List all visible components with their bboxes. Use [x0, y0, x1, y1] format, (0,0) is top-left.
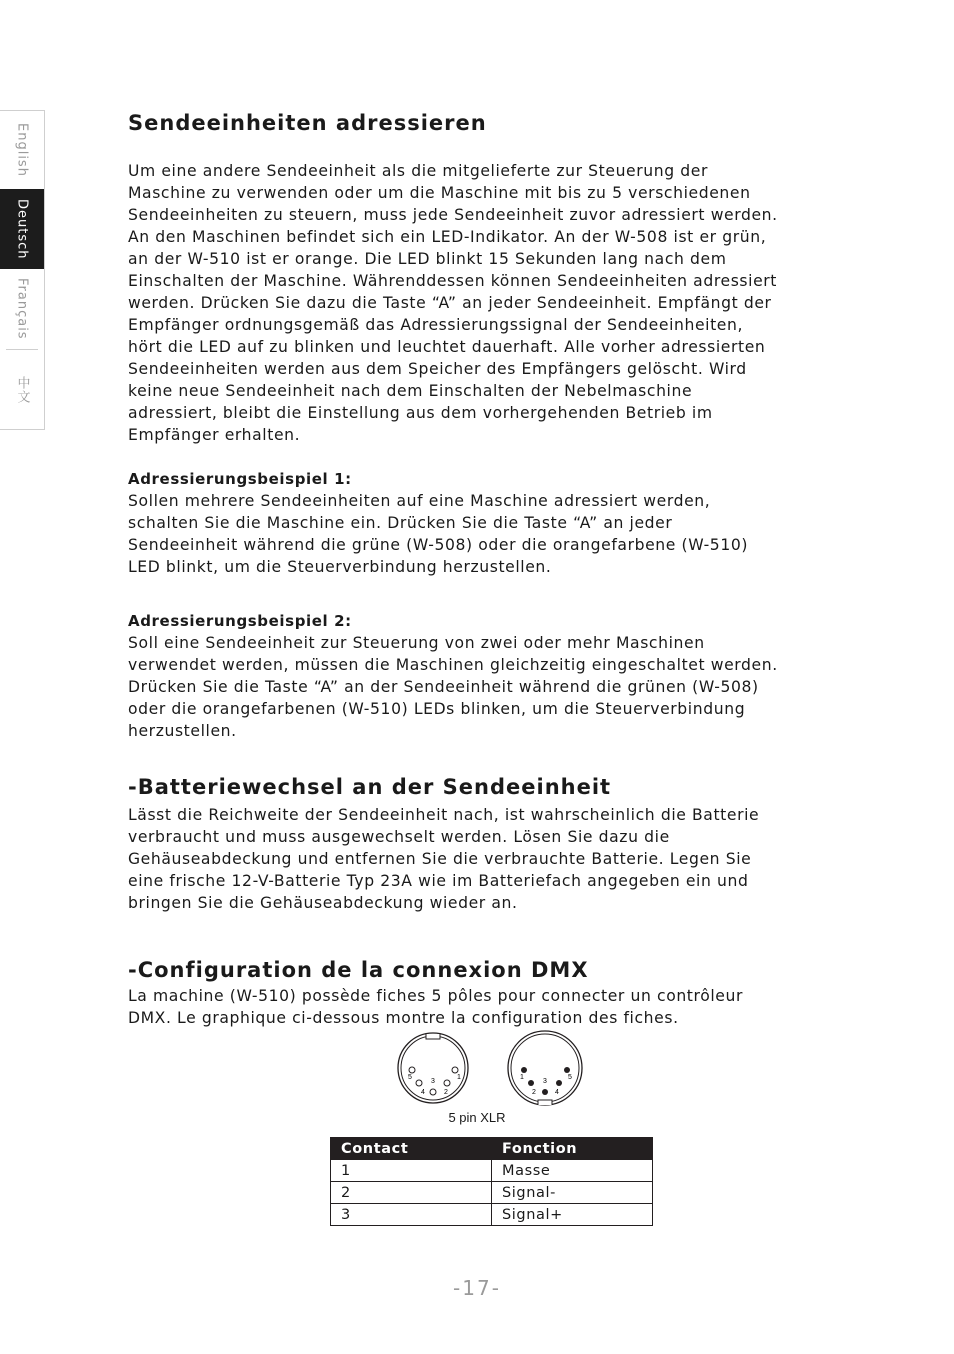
section-battery-title: -Batteriewechsel an der Sendeeinheit: [128, 775, 612, 799]
para-line: keine neue Sendeeinheit nach dem Einschalten der Nebelmaschine: [128, 382, 693, 400]
para-line: DMX. Le graphique ci-dessous montre la configuration des fiches.: [128, 1009, 679, 1027]
para-line: adressiert, bleibt die Einstellung aus dem vorhergehenden Betrieb im: [128, 404, 713, 422]
tab-francais[interactable]: [0, 269, 44, 349]
table-cell-function: Signal-: [492, 1182, 653, 1204]
female-pin-label: 3: [431, 1078, 435, 1085]
tab-chinese-label: 中文: [14, 375, 30, 404]
para-line: La machine (W-510) possède fiches 5 pôles pour connecter un contrôleur: [128, 987, 743, 1005]
tab-english-label: English: [14, 123, 30, 177]
section-dmx-body: [128, 985, 878, 1029]
xlr-connector-diagram: [396, 1030, 588, 1106]
example-2: [128, 610, 878, 742]
para-line: LED blinkt, um die Steuerverbindung herzustellen.: [128, 558, 552, 576]
xlr-male-connector: [508, 1031, 582, 1105]
example-1: [128, 468, 878, 578]
tab-francais-label: Français: [14, 278, 30, 340]
section-battery: [128, 775, 878, 799]
para-line: oder die orangefarbenen (W-510) LEDs blinken, um die Steuerverbindung: [128, 700, 746, 718]
female-pin-label: 2: [444, 1089, 448, 1096]
para-line: An den Maschinen befindet sich ein LED-Indikator. An der W-508 ist er grün,: [128, 228, 767, 246]
table-cell-function: Signal+: [492, 1204, 653, 1226]
para-line: Einschalten der Maschine. Währenddessen können Sendeeinheiten adressiert: [128, 272, 778, 290]
male-pin-2: [528, 1080, 534, 1086]
pin-function-table: [330, 1137, 653, 1226]
para-line: an der W-510 ist er orange. Die LED blinkt 15 Sekunden lang nach dem: [128, 250, 727, 268]
tab-deutsch[interactable]: [0, 189, 44, 269]
table-header-function: Fonction: [492, 1138, 653, 1160]
para-line: Sendeeinheit während die grüne (W-508) oder die orangefarbene (W-510): [128, 536, 749, 554]
male-pin-3: [542, 1089, 548, 1095]
male-pin-label: 1: [520, 1074, 524, 1081]
male-pin-label: 2: [532, 1089, 536, 1096]
table-row: [331, 1160, 653, 1182]
para-line: Maschine zu verwenden oder um die Maschine mit bis zu 5 verschiedenen: [128, 184, 751, 202]
para-line: herzustellen.: [128, 722, 237, 740]
para-line: Sendeeinheiten zu steuern, muss jede Sendeeinheit zuvor adressiert werden.: [128, 206, 778, 224]
female-pin-label: 4: [421, 1089, 425, 1096]
male-pin-label: 5: [568, 1074, 572, 1081]
para-line: verwendet werden, müssen die Maschinen gleichzeitig eingeschaltet werden.: [128, 656, 778, 674]
para-line: schalten Sie die Maschine ein. Drücken Sie die Taste “A” an jeder: [128, 514, 673, 532]
tab-deutsch-label: Deutsch: [14, 198, 30, 260]
table-header-row: [331, 1138, 653, 1160]
female-pin-1: [452, 1067, 458, 1073]
para-line: Empfänger erhalten.: [128, 426, 301, 444]
section-dmx-title: -Configuration de la connexion DMX: [128, 958, 589, 982]
para-line: Sollen mehrere Sendeeinheiten auf eine Maschine adressiert werden,: [128, 492, 711, 510]
male-pin-label: 3: [543, 1078, 547, 1085]
para-line: werden. Drücken Sie dazu die Taste “A” an jeder Sendeeinheit. Empfängt der: [128, 294, 772, 312]
male-pin-1: [521, 1067, 527, 1073]
tab-english[interactable]: [0, 111, 44, 189]
tab-chinese[interactable]: [0, 350, 44, 429]
table-header-contact: Contact: [331, 1138, 492, 1160]
para-line: verbraucht und muss ausgewechselt werden. Lösen Sie dazu die: [128, 828, 670, 846]
para-line: Sendeeinheiten werden aus dem Speicher des Empfängers gelöscht. Wird: [128, 360, 747, 378]
para-line: hört die LED auf zu blinken und leuchtet dauerhaft. Alle vorher adressierten: [128, 338, 766, 356]
table-cell-contact: 3: [331, 1204, 492, 1226]
section-dmx: [128, 958, 878, 982]
page-number: -17-: [453, 1276, 501, 1300]
male-pin-label: 4: [555, 1089, 559, 1096]
table-cell-contact: 2: [331, 1182, 492, 1204]
xlr-female-connector: [398, 1033, 468, 1103]
male-pin-5: [564, 1067, 570, 1073]
para-line: eine frische 12-V-Batterie Typ 23A wie im Batteriefach angegeben ein und: [128, 872, 749, 890]
para-line: Gehäuseabdeckung und entfernen Sie die verbrauchte Batterie. Legen Sie: [128, 850, 752, 868]
para-line: Drücken Sie die Taste “A” an der Sendeeinheit während die grünen (W-508): [128, 678, 759, 696]
para-line: Soll eine Sendeeinheit zur Steuerung von zwei oder mehr Maschinen: [128, 634, 705, 652]
female-pin-4: [416, 1080, 422, 1086]
section-battery-body: [128, 804, 878, 914]
male-pin-4: [556, 1080, 562, 1086]
section-addressing: [128, 111, 878, 135]
example-2-title: Adressierungsbeispiel 2:: [128, 612, 352, 630]
female-pin-label: 1: [457, 1074, 461, 1081]
para-line: bringen Sie die Gehäuseabdeckung wieder an.: [128, 894, 518, 912]
table-cell-contact: 1: [331, 1160, 492, 1182]
female-pin-label: 5: [408, 1074, 412, 1081]
female-pin-2: [444, 1080, 450, 1086]
female-pin-5: [409, 1067, 415, 1073]
female-pin-3: [430, 1089, 436, 1095]
para-line: Empfänger ordnungsgemäß das Adressierungssignal der Sendeeinheiten,: [128, 316, 744, 334]
section-addressing-body: [128, 160, 878, 446]
table-row: [331, 1182, 653, 1204]
language-tabs: [0, 110, 45, 430]
table-row: [331, 1204, 653, 1226]
table-cell-function: Masse: [492, 1160, 653, 1182]
para-line: Lässt die Reichweite der Sendeeinheit nach, ist wahrscheinlich die Batterie: [128, 806, 760, 824]
example-1-title: Adressierungsbeispiel 1:: [128, 470, 352, 488]
section-addressing-title: Sendeeinheiten adressieren: [128, 111, 487, 135]
xlr-caption: 5 pin XLR: [448, 1110, 506, 1125]
para-line: Um eine andere Sendeeinheit als die mitgelieferte zur Steuerung der: [128, 162, 708, 180]
